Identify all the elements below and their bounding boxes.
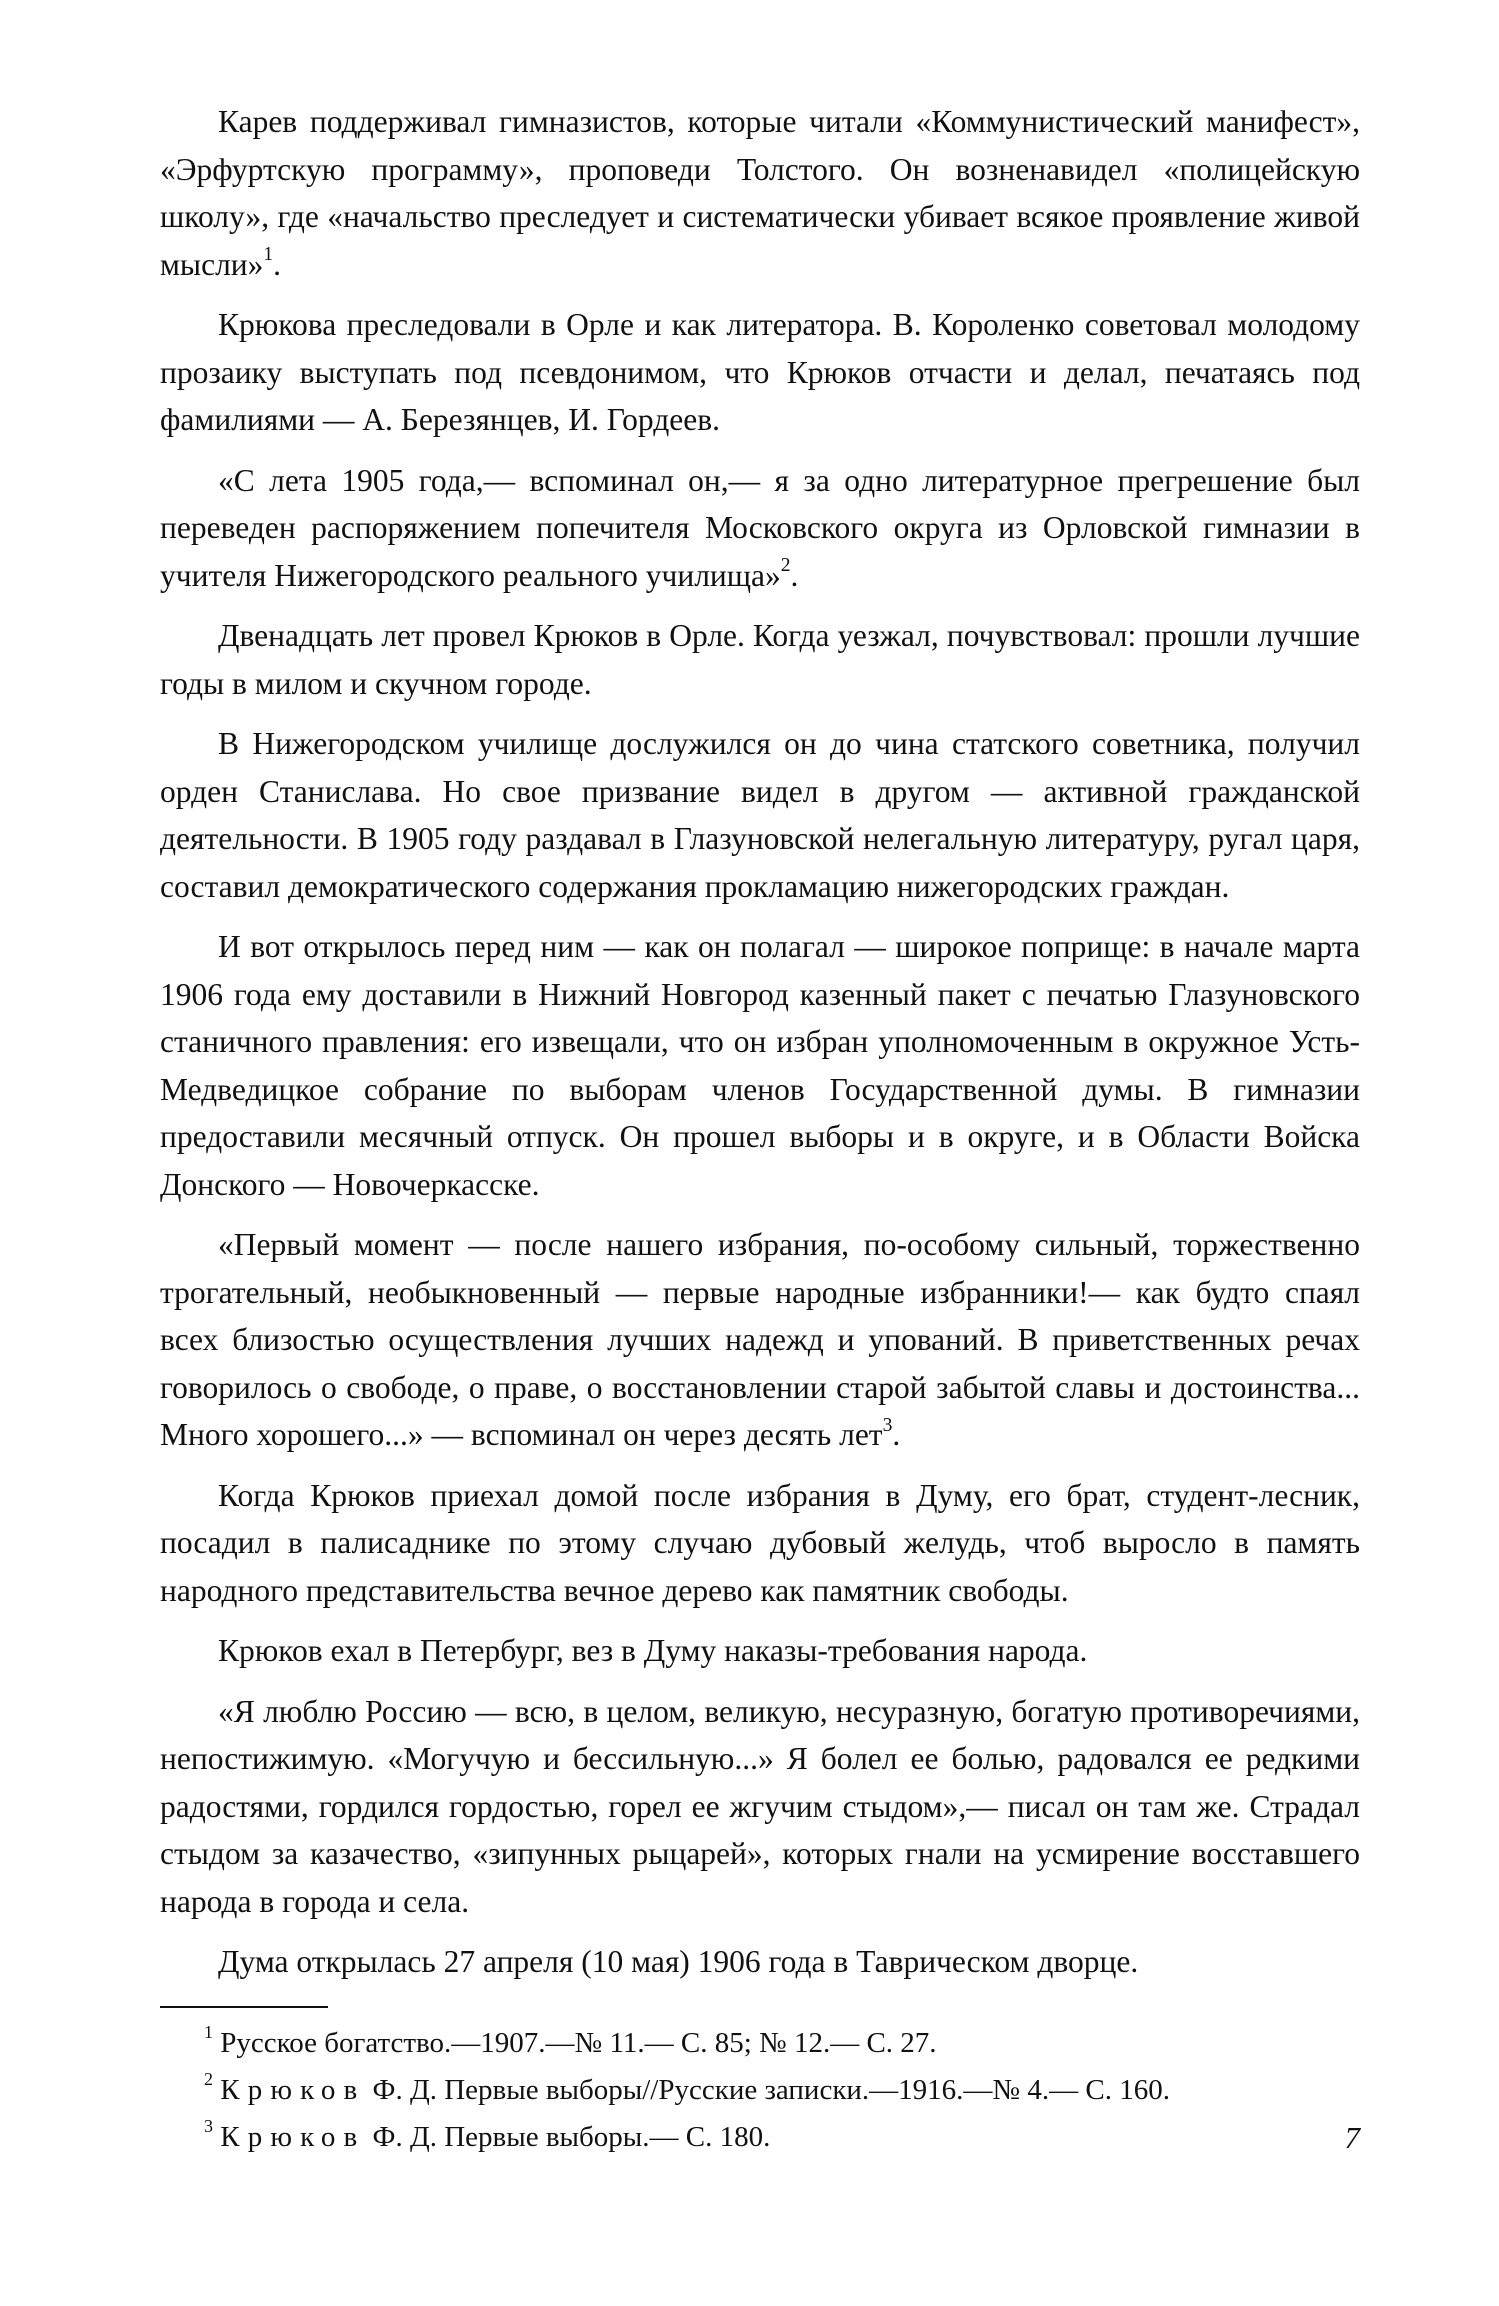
main-text: [160, 98, 1360, 1986]
footnote-2: $^2$ Крюков Ф. Д. Первые выборы//Русские записки.—1916.—№ 4.— С. 160.: [204, 2069, 1170, 2106]
paragraph-6: И вот открылось перед ним — как он полагал — широкое поприще: в начале марта 1906 года ему доставили в Нижний Новгород казенный пакет с печатью Глазуновского станичного правления: его извещали, что он избран уполномоченным в окружное Усть-Медведицкое собрание по выборам членов Государственной думы. В гимназии предоставили месячный отпуск. Он прошел выборы и в округе, и в Области Войска Донского — Новочеркасске.: [160, 929, 1360, 1202]
footnote-number: 1: [204, 2022, 213, 2043]
paragraph-8: Когда Крюков приехал домой после избрания в Думу, его брат, студент-лесник, посадил в палисаднике по этому случаю дубовый желудь, чтоб выросло в память народного представительства вечное дерево как памятник свободы.: [160, 1477, 1360, 1608]
paragraph-3: «С лета 1905 года,— вспоминал он,— я за одно литературное прегрешение был переведен распоряжением попечителя Московского округа из Орловской гимназии в учителя Нижегородского реального училища»$^2$.: [160, 462, 1360, 593]
paragraph-4: Двенадцать лет провел Крюков в Орле. Когда уезжал, почувствовал: прошли лучшие годы в милом и скучном городе.: [160, 618, 1360, 701]
footnote-ref: 1: [263, 244, 274, 266]
footnotes: [160, 2022, 1360, 2159]
footnote-number: 3: [204, 2116, 213, 2137]
footnote-number: 2: [204, 2069, 213, 2090]
footnote-author: Крюков: [220, 2120, 366, 2153]
paragraph-7: «Первый момент — после нашего избрания, по-особому сильный, торжественно трогательный, необыкновенный — первые народные избранники!— как будто спаял всех близостью осуществления лучших надежд и упований. В приветственных речах говорилось о свободе, о праве, о восстановлении старой забытой славы и достоинства... Много хорошего...» — вспоминал он через десять лет$^3$.: [160, 1227, 1360, 1452]
footnote-ref: 3: [882, 1414, 893, 1436]
footnote-1: $^1$ Русское богатство.—1907.—№ 11.— С. 85; № 12.— С. 27.: [204, 2022, 937, 2059]
paragraph-10: «Я люблю Россию — всю, в целом, великую, несуразную, богатую противоречиями, непостижимую. «Могучую и бессильную...» Я болел ее болью, радовался ее редкими радостями, гордился гордостью, горел ее жгучим стыдом»,— писал он там же. Страдал стыдом за казачество, «зипунных рыцарей», которых гнали на усмирение восставшего народа в города и села.: [160, 1693, 1360, 1919]
footnote-ref: 2: [780, 555, 791, 577]
paragraph-9: Крюков ехал в Петербург, вез в Думу наказы-требования народа.: [218, 1633, 1088, 1668]
page-number: 7: [1344, 2120, 1360, 2155]
footnote-author: Крюков: [220, 2073, 366, 2106]
paragraph-5: В Нижегородском училище дослужился он до чина статского советника, получил орден Станислава. Но свое призвание видел в другом — активной гражданской деятельности. В 1905 году раздавал в Глазуновской нелегальную литературу, ругал царя, составил демократического содержания прокламацию нижегородских граждан.: [160, 726, 1360, 904]
paragraph-11: Дума открылась 27 апреля (10 мая) 1906 года в Таврическом дворце.: [218, 1944, 1139, 1979]
paragraph-1: Карев поддерживал гимназистов, которые читали «Коммунистический манифест», «Эрфуртскую программу», проповеди Толстого. Он возненавидел «полицейскую школу», где «начальство преследует и систематически убивает всякое проявление живой мысли»$^1$.: [160, 104, 1360, 282]
footnote-3: $^3$ Крюков Ф. Д. Первые выборы.— С. 180.: [204, 2116, 771, 2153]
footnote-divider: [160, 2006, 328, 2008]
page-body: [160, 98, 1360, 2163]
paragraph-2: Крюкова преследовали в Орле и как литератора. В. Короленко советовал молодому прозаику выступать под псевдонимом, что Крюков отчасти и делал, печатаясь под фамилиями — А. Березянцев, И. Гордеев.: [160, 307, 1360, 437]
